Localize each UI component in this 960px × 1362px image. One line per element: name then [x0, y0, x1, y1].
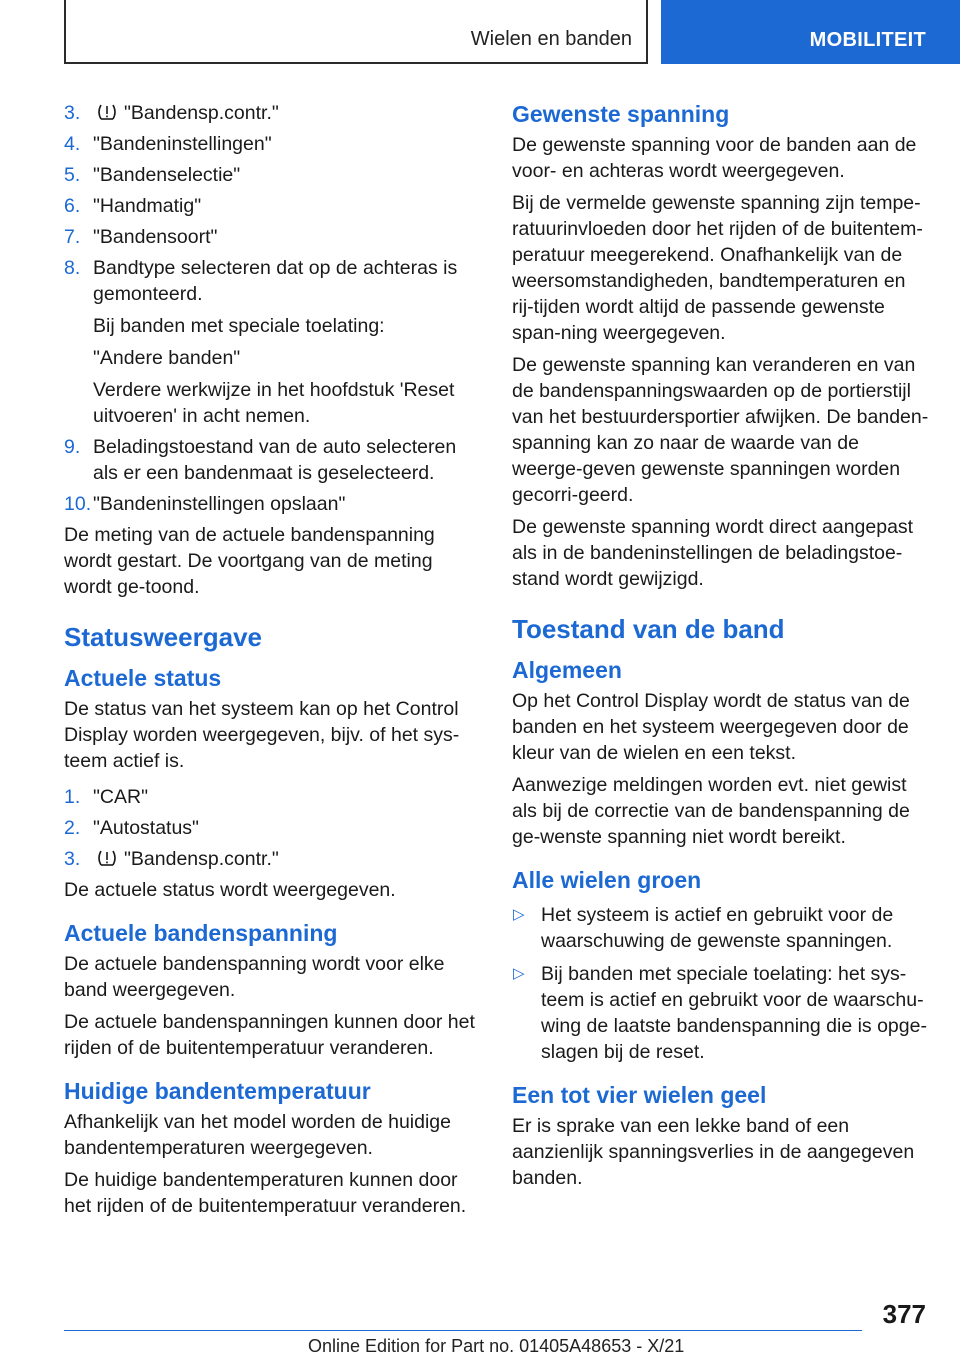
- paragraph: De actuele status wordt weergegeven.: [64, 879, 396, 901]
- bullet-list: [512, 902, 932, 1065]
- step-text: "Bandensoort": [93, 226, 218, 248]
- paragraph: De status van het systeem kan op het Control Display worden weergegeven, bijv. of het sys-teem actief is.: [64, 698, 460, 772]
- heading-toestand-van-de-band: Toestand van de band: [512, 614, 785, 644]
- list-item: [64, 255, 482, 429]
- step-number: 5.: [64, 164, 81, 186]
- bullet-text: Het systeem is actief en gebruikt voor de waarschuwing de gewenste spanningen.: [541, 904, 894, 952]
- footer-divider: [64, 1330, 862, 1331]
- step-text: "Autostatus": [93, 817, 199, 839]
- step-text: "CAR": [93, 786, 149, 808]
- left-column: [64, 100, 482, 1225]
- bullet-item: [512, 902, 932, 954]
- section-title: Wielen en banden: [470, 28, 632, 50]
- footer-edition: [308, 1336, 684, 1357]
- list-item: [64, 131, 482, 157]
- paragraph: De actuele bandenspanningen kunnen door het rijden of de buitentemperatuur veranderen.: [64, 1011, 475, 1059]
- bullet-item: [512, 961, 932, 1065]
- steps-list: [64, 100, 482, 517]
- edition-text: Online Edition for Part no. 01405A48653 - X/21: [308, 1336, 685, 1356]
- list-item: [64, 162, 482, 188]
- paragraph: Aanwezige meldingen worden evt. niet gewist als bij de correctie van de bandenspanning de ge-wenste spanning niet wordt bereikt.: [512, 774, 910, 848]
- step-text: Beladingstoestand van de auto selecteren als er een bandenmaat is geselecteerd.: [93, 436, 457, 484]
- step-text: Bandtype selecteren dat op de achteras is gemonteerd.: [93, 257, 458, 305]
- heading-actuele-bandenspanning: Actuele bandenspanning: [64, 920, 338, 946]
- step-subtext: Verdere werkwijze in het hoofdstuk 'Reset uitvoeren' in acht nemen.: [93, 379, 455, 427]
- paragraph: De gewenste spanning wordt direct aangepast als in de bandeninstellingen de beladingstoe-stand wordt gewijzigd.: [512, 516, 914, 590]
- list-item: [64, 434, 482, 486]
- chapter-tab: [661, 0, 960, 64]
- heading-een-tot-vier-wielen-geel: Een tot vier wielen geel: [512, 1082, 767, 1108]
- list-item: [64, 846, 482, 872]
- step-number: 3.: [64, 102, 81, 124]
- triangle-bullet-icon: ▷: [513, 906, 525, 923]
- bullet-text: Bij banden met speciale toelating: het sys-teem is actief en gebruikt voor de waarschu-wing de laatste bandenspanning die is opge-slagen bij de reset.: [541, 963, 927, 1063]
- step-number: 6.: [64, 195, 81, 217]
- step-text: "Bandensp.contr.": [124, 848, 279, 870]
- list-item: [64, 491, 482, 517]
- heading-gewenste-spanning: Gewenste spanning: [512, 101, 730, 127]
- tire-pressure-warning-icon: [96, 848, 118, 868]
- step-subtext: Bij banden met speciale toelating:: [93, 315, 385, 337]
- step-number: 7.: [64, 226, 81, 248]
- paragraph: De actuele bandenspanning wordt voor elke band weergegeven.: [64, 953, 445, 1001]
- heading-huidige-bandentemperatuur: Huidige bandentemperatuur: [64, 1078, 371, 1104]
- list-item: [64, 815, 482, 841]
- paragraph: De huidige bandentemperaturen kunnen door het rijden of de buitentemperatuur veranderen.: [64, 1169, 467, 1217]
- step-number: 1.: [64, 786, 81, 808]
- step-text: "Bandeninstellingen opslaan": [93, 493, 346, 515]
- heading-actuele-status: Actuele status: [64, 665, 222, 691]
- list-item: [64, 224, 482, 250]
- paragraph: Bij de vermelde gewenste spanning zijn tempe-ratuurinvloeden door het rijden of de buitentem-peratuur meegerekend. Onafhankelijk van de weersomstandigheden, bandtemperaturen en rij-tijden wordt altijd de passende gewenste span-ning weergegeven.: [512, 192, 923, 344]
- step-number: 8.: [64, 257, 81, 279]
- heading-statusweergave: Statusweergave: [64, 622, 262, 652]
- triangle-bullet-icon: ▷: [513, 965, 525, 982]
- paragraph: Er is sprake van een lekke band of een aanzienlijk spanningsverlies in de aangegeven banden.: [512, 1115, 915, 1189]
- step-number: 10.: [64, 493, 92, 515]
- paragraph: De meting van de actuele bandenspanning wordt gestart. De voortgang van de meting wordt ge-toond.: [64, 524, 435, 598]
- page-number: 377: [882, 1299, 926, 1329]
- header-frame: [64, 0, 648, 64]
- step-number: 4.: [64, 133, 81, 155]
- right-column: [512, 100, 932, 1197]
- tire-pressure-warning-icon: [96, 102, 118, 122]
- heading-algemeen: Algemeen: [512, 657, 622, 683]
- paragraph: De gewenste spanning voor de banden aan de voor- en achteras wordt weergegeven.: [512, 134, 917, 182]
- heading-alle-wielen-groen: Alle wielen groen: [512, 867, 702, 893]
- paragraph: De gewenste spanning kan veranderen en van de bandenspanningswaarden op de portierstijl van het bestuurdersportier afwijken. De banden-spanning kan zo naar de waarde van de weerge-geven gewenste spanningen worden gecorri-geerd.: [512, 354, 929, 506]
- step-text: "Handmatig": [93, 195, 202, 217]
- step-text: "Bandensp.contr.": [124, 102, 279, 124]
- step-subtext: "Andere banden": [93, 347, 241, 369]
- paragraph: Op het Control Display wordt de status van de banden en het systeem weergegeven door de kleur van de wielen en een tekst.: [512, 690, 910, 764]
- paragraph: Afhankelijk van het model worden de huidige bandentemperaturen weergegeven.: [64, 1111, 452, 1159]
- step-text: "Bandenselectie": [93, 164, 241, 186]
- step-number: 2.: [64, 817, 81, 839]
- chapter-title: MOBILITEIT: [809, 29, 926, 51]
- list-item: [64, 100, 482, 126]
- list-item: [64, 784, 482, 810]
- steps-list: [64, 784, 482, 872]
- step-text: "Bandeninstellingen": [93, 133, 272, 155]
- step-number: 9.: [64, 436, 81, 458]
- list-item: [64, 193, 482, 219]
- step-number: 3.: [64, 848, 81, 870]
